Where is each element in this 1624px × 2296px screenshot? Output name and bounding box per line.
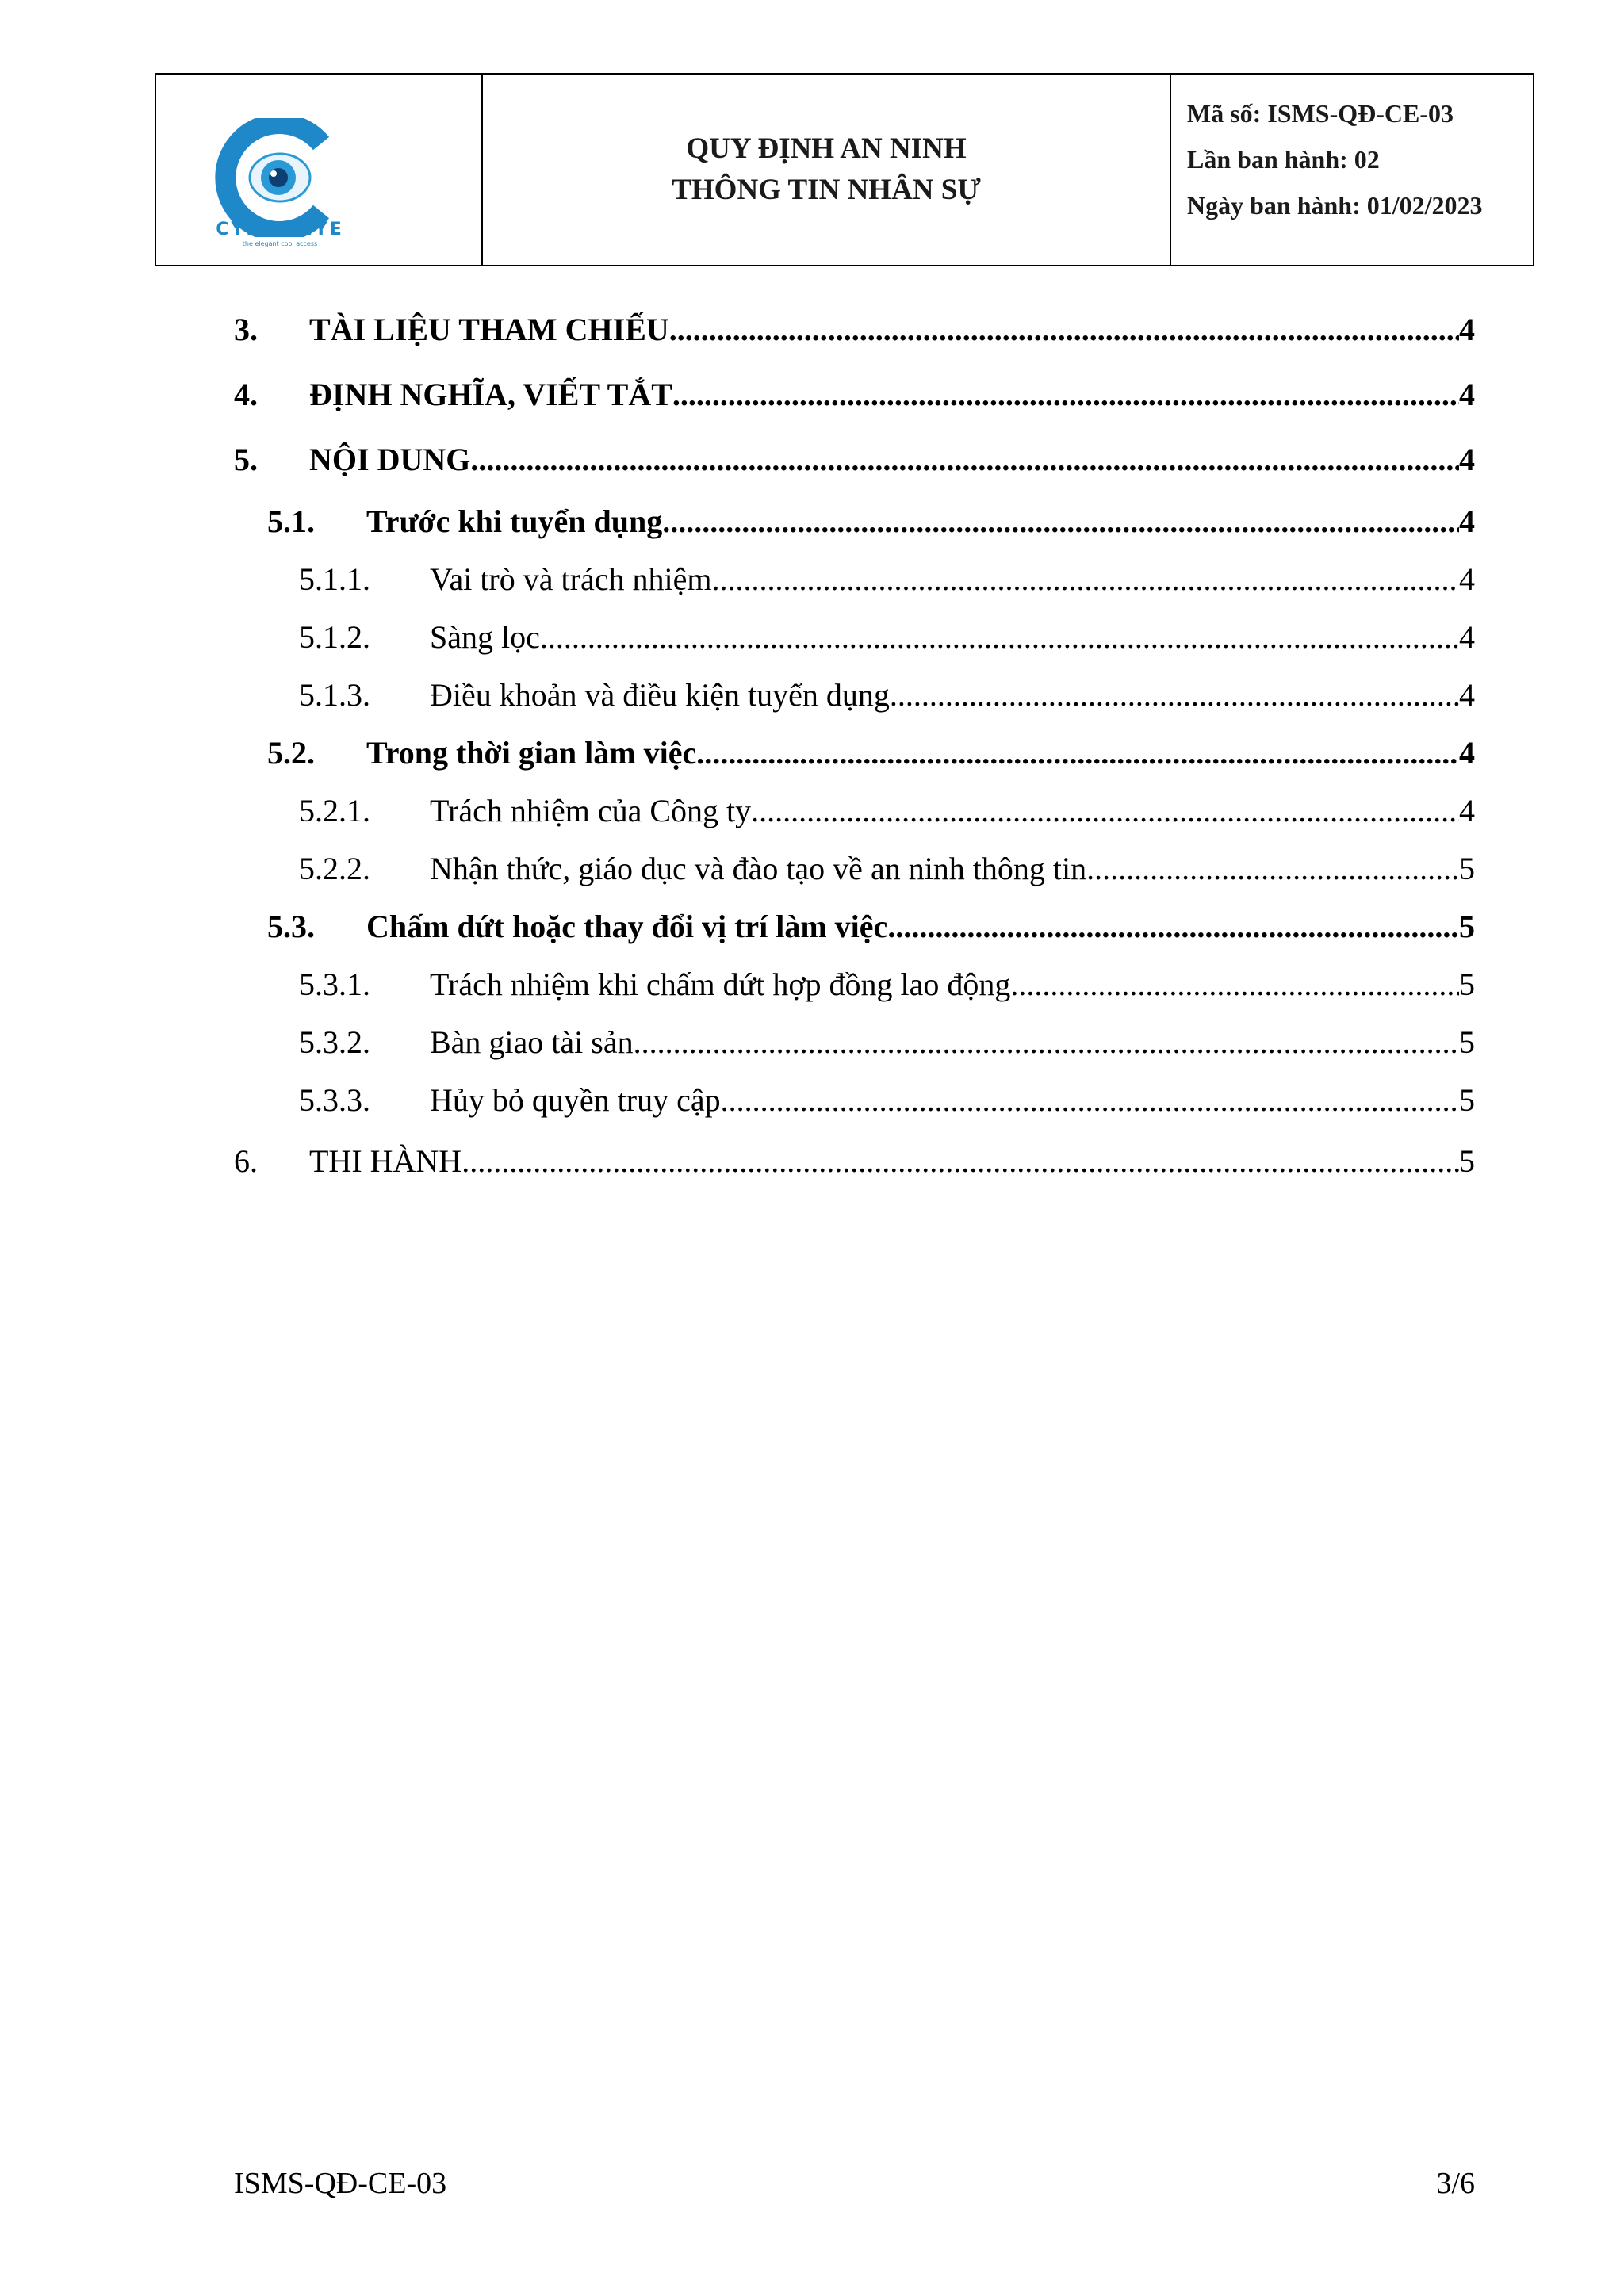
toc-label: Trong thời gian làm việc [366,735,697,771]
toc-label: Trách nhiệm của Công ty [430,793,752,828]
toc-page: 5 [1459,1143,1475,1179]
logo-tagline: the elegant cool access [242,240,318,247]
toc-leader [1010,955,1459,1013]
toc-page: 4 [1459,561,1475,597]
toc-leader [462,1129,1459,1194]
toc-label: Nhận thức, giáo dục và đào tạo về an ninh thông tin [430,851,1087,886]
toc-leader [887,897,1459,955]
toc-page: 5 [1459,1082,1475,1118]
toc-page: 4 [1459,503,1475,539]
toc-entry[interactable] [234,1013,1475,1071]
logo-text: CYBER EYE [216,220,344,239]
toc-page: 5 [1459,851,1475,886]
document-title [483,75,1171,265]
toc-number: 5.3.3. [299,1082,370,1118]
toc-label: Hủy bỏ quyền truy cập [430,1082,721,1118]
toc-entry[interactable] [234,427,1475,492]
toc-number: 4. [234,377,258,412]
footer-doc-code: ISMS-QĐ-CE-03 [234,2167,447,2200]
toc-number: 5.3. [267,909,315,944]
toc-leader [751,782,1459,840]
toc-number: 5.2.1. [299,793,370,828]
footer-page-number: 3/6 [1436,2167,1475,2200]
toc-entry[interactable] [234,297,1475,362]
toc-label: Chấm dứt hoặc thay đổi vị trí làm việc [366,909,888,944]
document-header [155,73,1534,266]
toc-page: 4 [1459,312,1475,347]
toc-leader [634,1013,1459,1071]
toc-page: 4 [1459,677,1475,713]
toc-number: 5.3.1. [299,966,370,1002]
toc-number: 5.1.2. [299,619,370,655]
toc-number: 5.3.2. [299,1024,370,1060]
toc-leader [711,550,1459,608]
toc-entry[interactable] [234,608,1475,666]
toc-label: ĐỊNH NGHĨA, VIẾT TẮT [309,377,672,412]
toc-number: 3. [234,312,258,347]
toc-entry[interactable] [234,955,1475,1013]
toc-number: 6. [234,1143,258,1179]
title-line-2: THÔNG TIN NHÂN SỰ [672,174,981,206]
toc-number: 5. [234,442,258,477]
toc-leader [890,666,1459,724]
toc-label: Điều khoản và điều kiện tuyển dụng [430,677,890,713]
toc-label: Trước khi tuyển dụng [366,503,663,539]
toc-label: Bàn giao tài sản [430,1024,634,1060]
toc-page: 4 [1459,442,1475,477]
toc-leader [672,362,1459,427]
toc-leader [662,492,1459,550]
toc-page: 4 [1459,377,1475,412]
toc-entry[interactable] [234,840,1475,897]
table-of-contents [234,297,1475,1194]
toc-page: 4 [1459,619,1475,655]
toc-number: 5.2. [267,735,315,771]
toc-entry[interactable] [234,1129,1475,1194]
toc-entry[interactable] [234,782,1475,840]
issue-date: Ngày ban hành: 01/02/2023 [1187,191,1483,220]
document-info [1171,75,1533,265]
toc-entry[interactable] [234,362,1475,427]
toc-number: 5.1.3. [299,677,370,713]
issue-number: Lần ban hành: 02 [1187,145,1380,174]
toc-number: 5.2.2. [299,851,370,886]
toc-number: 5.1. [267,503,315,539]
document-code: Mã số: ISMS-QĐ-CE-03 [1187,99,1454,128]
toc-page: 5 [1459,966,1475,1002]
toc-label: Vai trò và trách nhiệm [430,561,712,597]
toc-leader [721,1071,1459,1129]
toc-entry[interactable] [234,666,1475,724]
toc-number: 5.1.1. [299,561,370,597]
toc-entry[interactable] [234,492,1475,550]
toc-page: 5 [1459,909,1475,944]
toc-page: 4 [1459,793,1475,828]
toc-label: TÀI LIỆU THAM CHIẾU [309,312,669,347]
toc-leader [470,427,1459,492]
toc-entry[interactable] [234,550,1475,608]
title-line-1: QUY ĐỊNH AN NINH [686,132,967,165]
toc-label: Sàng lọc [430,619,540,655]
toc-entry[interactable] [234,1071,1475,1129]
toc-leader [696,724,1459,782]
toc-entry[interactable] [234,724,1475,782]
toc-leader [669,297,1459,362]
toc-page: 4 [1459,735,1475,771]
toc-label: THI HÀNH [309,1143,462,1179]
toc-leader [1086,840,1459,897]
toc-label: NỘI DUNG [309,442,471,477]
toc-entry[interactable] [234,897,1475,955]
toc-leader [540,608,1459,666]
toc-page: 5 [1459,1024,1475,1060]
logo-cell [156,75,483,265]
toc-label: Trách nhiệm khi chấm dứt hợp đồng lao động [430,966,1011,1002]
